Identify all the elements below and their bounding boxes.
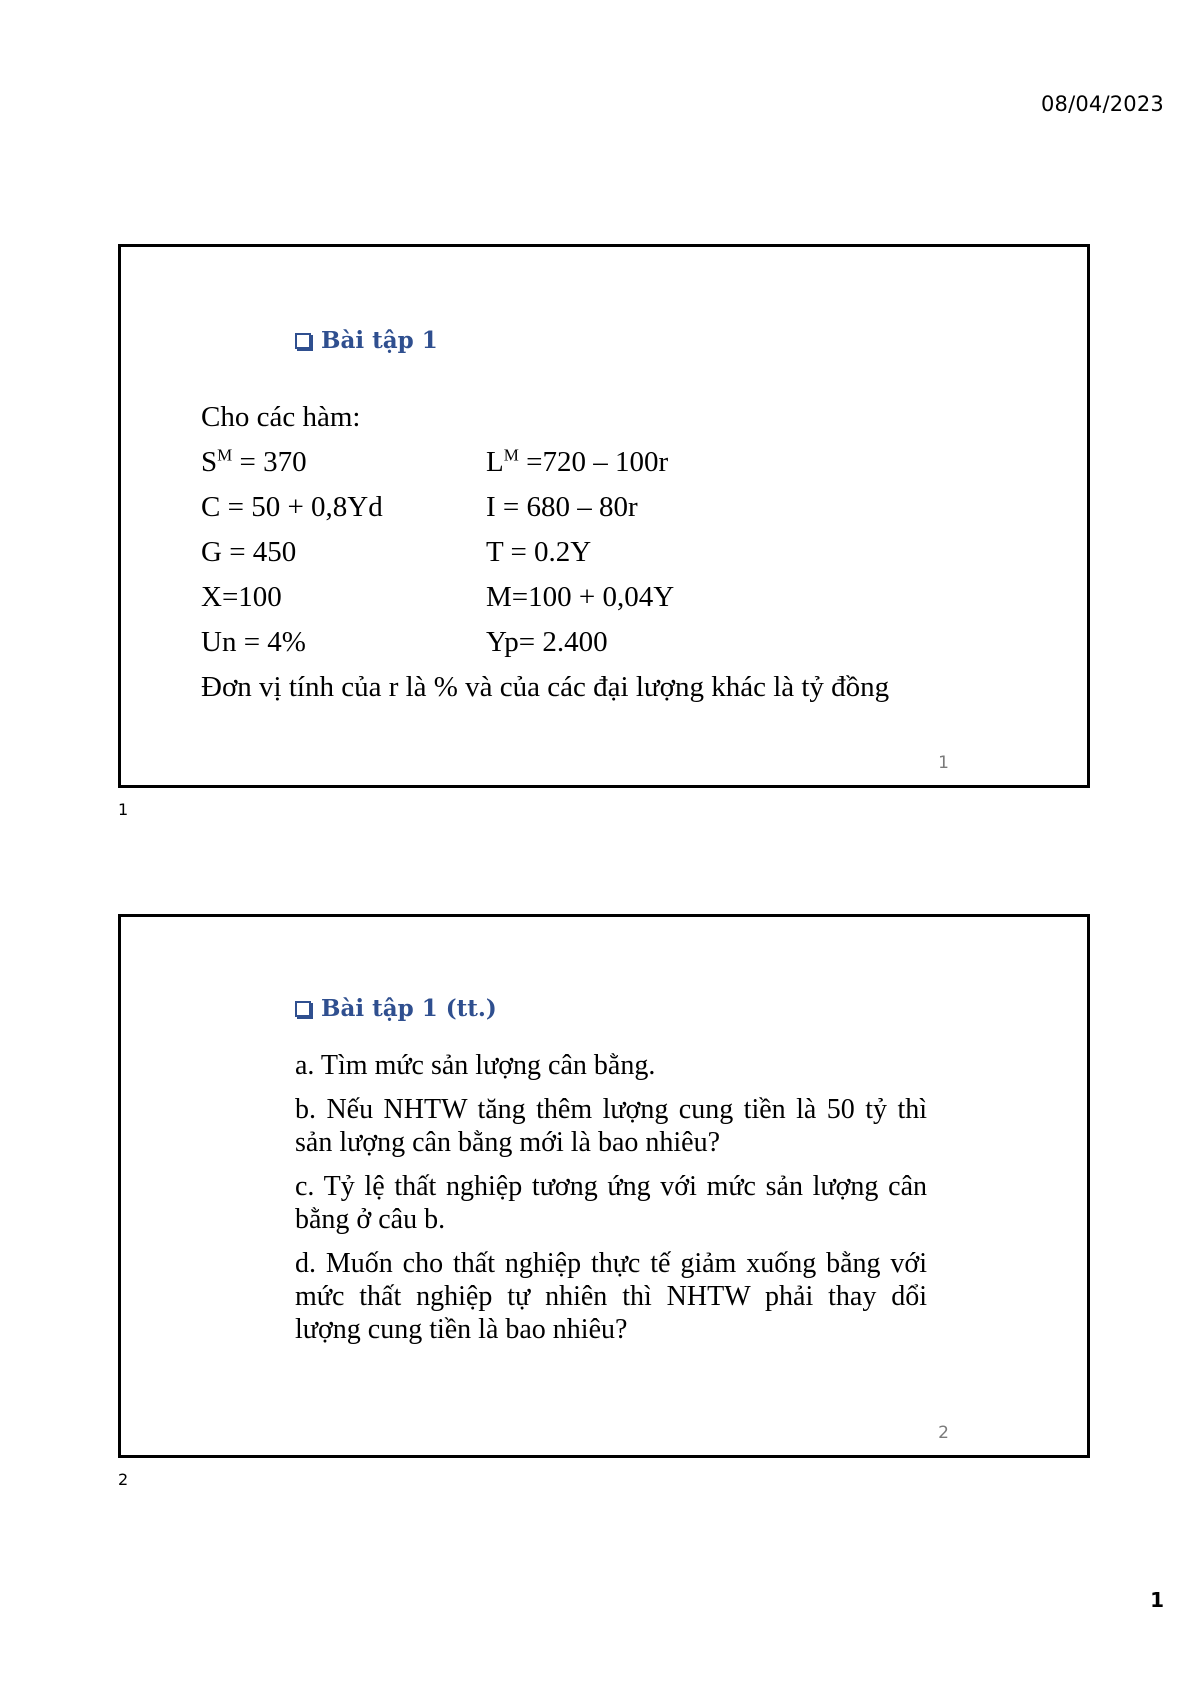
slide-1-title: [295, 327, 438, 354]
question-b: b. Nếu NHTW tăng thêm lượng cung tiền là 50 tỷ thì sản lượng cân bằng mới là bao nhiêu?: [295, 1094, 927, 1158]
function-right: M=100 + 0,04Y: [486, 581, 675, 613]
slide-1-caption: 1: [118, 800, 129, 819]
questions-list: [295, 1049, 927, 1357]
function-right: $L^M =720 - 100r$: [486, 445, 669, 478]
slide-2: [118, 914, 1090, 1458]
question-a: a. Tìm mức sản lượng cân bằng.: [295, 1050, 656, 1081]
function-row: [201, 620, 1061, 665]
function-left: Un = 4%: [201, 626, 306, 658]
slide-2-title: [295, 995, 497, 1022]
function-left: X=100: [201, 581, 282, 613]
question-d: d. Muốn cho thất nghiệp thực tế giảm xuống bằng với mức thất nghiệp tự nhiên thì NHTW phải thay dổi lượng cung tiền là bao nhiêu?: [295, 1248, 927, 1345]
function-row: [201, 485, 1061, 530]
slide-2-caption: 2: [118, 1470, 129, 1489]
function-row: [201, 440, 1061, 485]
function-right: Yp= 2.400: [486, 626, 608, 658]
function-left: $S^M = 370$: [201, 445, 307, 478]
functions-intro: Cho các hàm:: [201, 401, 361, 433]
function-right: T = 0.2Y: [486, 536, 592, 568]
function-row: [201, 530, 1061, 575]
document-date: 08/04/2023: [1040, 92, 1164, 116]
functions-block: [201, 395, 1061, 710]
slide-1: [118, 244, 1090, 788]
slide-1-number: 1: [938, 753, 949, 773]
function-right: I = 680 – 80r: [486, 491, 638, 523]
function-left: C = 50 + 0,8Yd: [201, 491, 383, 523]
question-c: c. Tỷ lệ thất nghiệp tương ứng với mức sản lượng cân bằng ở câu b.: [295, 1171, 927, 1235]
slide-1-title-text: Bài tập 1: [321, 327, 438, 354]
page-number: 1: [1150, 1588, 1164, 1612]
slide-2-number: 2: [938, 1423, 949, 1443]
function-left: G = 450: [201, 536, 297, 568]
checkbox-icon: [295, 333, 311, 349]
checkbox-icon: [295, 1001, 311, 1017]
units-note: Đơn vị tính của r là % và của các đại lượng khác là tỷ đồng: [201, 671, 890, 703]
slide-2-title-text: Bài tập 1 (tt.): [321, 995, 497, 1022]
function-row: [201, 575, 1061, 620]
